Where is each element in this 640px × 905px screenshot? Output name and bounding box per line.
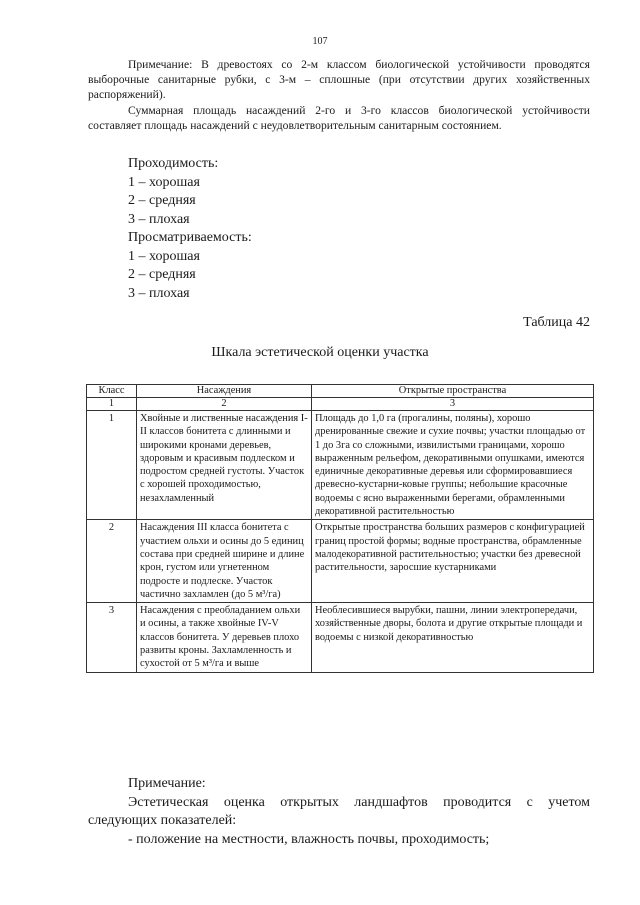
note-paragraph-2: Суммарная площадь насаждений 2-го и 3-го классов биологической устойчивости составляет площадь насаждений с неудовлетворительным санитарным состоянием. (88, 103, 590, 132)
row-open-spaces: Площадь до 1,0 га (прогалины, поляны), хорошо дренированные свежие и сухие почвы; участки площадью от 1 до 3га со сложными, извилистыми границами, хорошо выраженным рельефом, декоративными опушками, имеются единичные декоративные деревья или сформировавшиеся древесно-кустарни-ковые группы; небольшие красочные водоемы с ясно выраженными берегами, обрамленными декоративной растительностью (312, 411, 594, 520)
table-header-row (87, 385, 594, 398)
page-number: 107 (312, 36, 328, 47)
note-top (88, 57, 590, 133)
table-label: Таблица 42 (523, 315, 590, 330)
passability-item-1: 1 – хорошая (128, 174, 200, 190)
row-open-spaces: Необлесившиеся вырубки, пашни, линии электропередачи, хозяйственные дворы, болота и другие открытые площади и водоемы с низкой декоративностью (312, 603, 594, 672)
header-open-spaces: Открытые пространства (312, 385, 594, 398)
row-open-spaces: Открытые пространства больших размеров с конфигурацией границ простой формы; водные пространства, обрамленные малодекоративной растительностью; участки без древесной растительности, заросшие кустарниками (312, 520, 594, 603)
row-stands: Хвойные и лиственные насаждения I-II классов бонитета с длинными и широкими кронами деревьев, здоровым и красивым подлеском и подростом средней густоты. Участок с хорошей проходимостью, незахламленный (137, 411, 312, 520)
row-stands: Насаждения III класса бонитета с участием ольхи и осины до 5 единиц состава при средней ширине и длине крон, густом или угнетенном подросте и подлеске. Участок частично захламлен (до 5 м³/га) (137, 520, 312, 603)
passability-item-2: 2 – средняя (128, 193, 196, 208)
column-number-2: 2 (137, 398, 312, 411)
column-number-3: 3 (312, 398, 594, 411)
table-row (87, 603, 594, 672)
note-bottom-item: - положение на местности, влажность почвы, проходимость; (128, 831, 490, 847)
column-number-1: 1 (87, 398, 137, 411)
table-number-row (87, 398, 594, 411)
row-class: 3 (87, 603, 137, 672)
passability-heading: Проходимость: (128, 156, 219, 171)
header-class: Класс (87, 385, 137, 398)
aesthetic-scale-table (86, 384, 594, 673)
note-bottom (88, 775, 590, 849)
visibility-list (128, 229, 252, 303)
visibility-item-1: 1 – хорошая (128, 248, 200, 264)
row-stands: Насаждения с преобладанием ольхи и осины, а также хвойные IV-V классов бонитета. У деревьев плохо развиты кроны. Захламленность и сухостой от 5 м³/га и выше (137, 603, 312, 672)
row-class: 1 (87, 411, 137, 520)
table-row (87, 411, 594, 520)
table-title: Шкала эстетической оценки участка (211, 345, 429, 360)
visibility-heading: Просматриваемость: (128, 230, 252, 245)
table-row (87, 520, 594, 603)
row-class: 2 (87, 520, 137, 603)
header-stands: Насаждения (137, 385, 312, 398)
note-paragraph-1: Примечание: В древостоях со 2-м классом биологической устойчивости проводятся выборочные санитарные рубки, с 3-м – сплошные (при отсутствии других хозяйственных распоряжений). (88, 58, 590, 102)
note-bottom-text: Эстетическая оценка открытых ландшафтов проводится с учетом следующих показателей: (88, 794, 590, 828)
passability-item-3: 3 – плохая (128, 211, 190, 227)
note-bottom-heading: Примечание: (128, 776, 206, 791)
visibility-item-3: 3 – плохая (128, 285, 190, 301)
visibility-item-2: 2 – средняя (128, 267, 196, 282)
passability-list (128, 155, 218, 229)
